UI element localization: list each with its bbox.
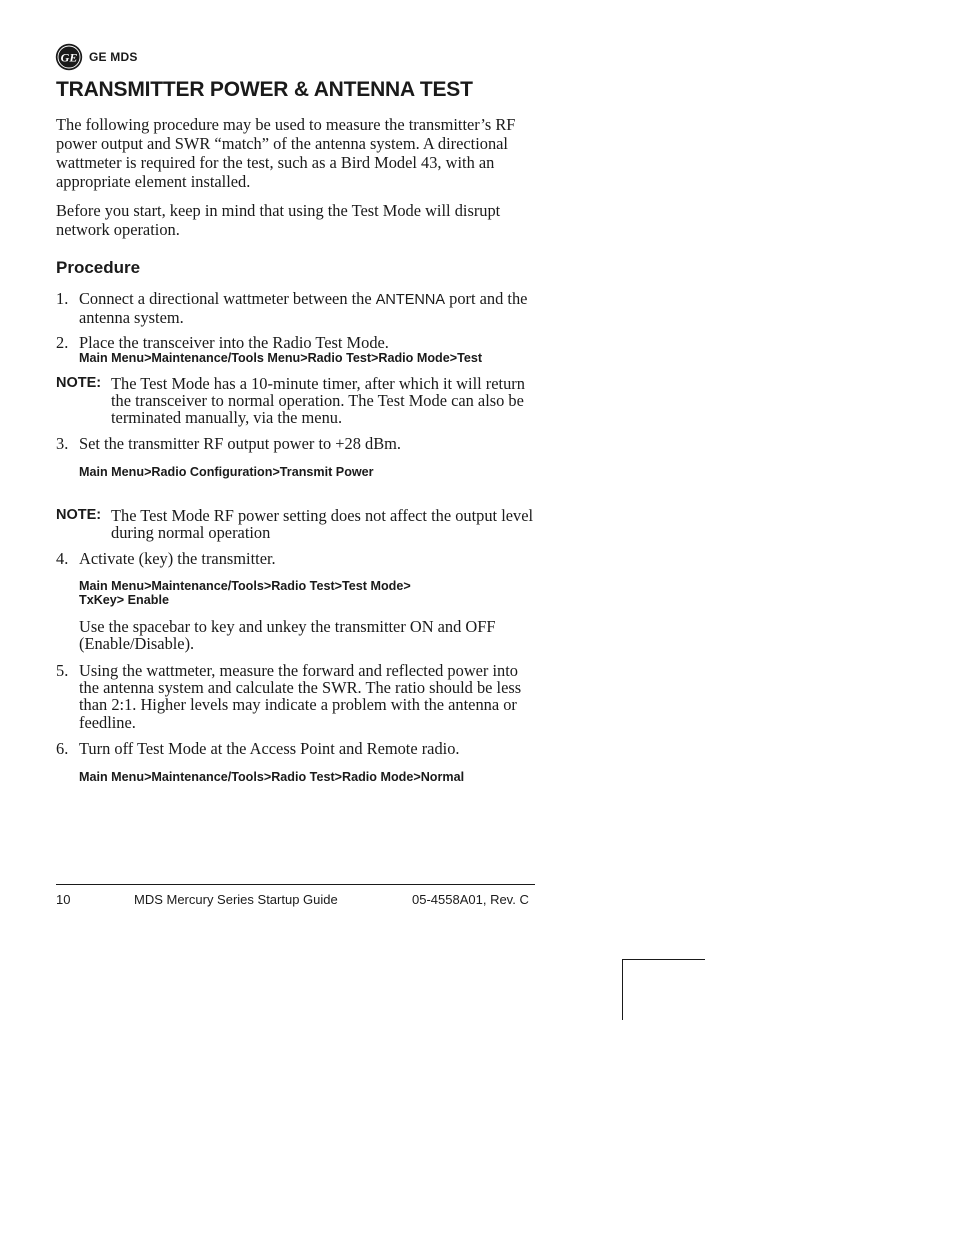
note-rf-power-setting bbox=[56, 507, 536, 541]
step-4 bbox=[56, 550, 536, 567]
menu-path-transmit-power: Main Menu>Radio Configuration>Transmit Power bbox=[79, 465, 374, 479]
step-3 bbox=[56, 435, 536, 452]
procedure-heading: Procedure bbox=[56, 258, 141, 277]
step-number: 3. bbox=[56, 434, 69, 453]
menu-path-test-mode-txkey bbox=[79, 579, 539, 607]
step-text: Using the wattmeter, measure the forward and reflected power into the antenna system and calculate the SWR. The ratio should be less than 2:1. Higher levels may indicate a problem with the antenna or feedline. bbox=[79, 661, 522, 732]
menu-path-radio-mode-normal: Main Menu>Maintenance/Tools>Radio Test>Radio Mode>Normal bbox=[79, 770, 465, 784]
document-number: 05-4558A01, Rev. C bbox=[412, 892, 529, 907]
menu-path-line-1: Main Menu>Maintenance/Tools>Radio Test>Test Mode> bbox=[79, 579, 411, 593]
note-text: The Test Mode RF power setting does not affect the output level during normal operation bbox=[111, 506, 534, 543]
step-text: Turn off Test Mode at the Access Point and Remote radio. bbox=[79, 739, 460, 758]
crop-mark-horizontal bbox=[622, 959, 705, 960]
step-text: Place the transceiver into the Radio Test Mode. bbox=[79, 333, 389, 352]
step-2 bbox=[56, 334, 536, 351]
note-label: NOTE: bbox=[56, 507, 102, 523]
step-text-after: port and the antenna system. bbox=[79, 289, 528, 328]
step-number: 1. bbox=[56, 289, 69, 308]
ge-mds-logo bbox=[55, 43, 138, 71]
step-6 bbox=[56, 740, 536, 757]
step-5 bbox=[56, 662, 536, 731]
step-4-spacebar-note: Use the spacebar to key and unkey the transmitter ON and OFF (Enable/Disable). bbox=[79, 617, 496, 654]
guide-title: MDS Mercury Series Startup Guide bbox=[134, 892, 338, 907]
note-test-mode-timer bbox=[56, 375, 536, 427]
step-text bbox=[79, 290, 536, 326]
intro-paragraph-2: Before you start, keep in mind that using the Test Mode will disrupt network operation. bbox=[56, 201, 501, 239]
step-text: Set the transmitter RF output power to +28 dBm. bbox=[79, 434, 402, 453]
step-1 bbox=[56, 290, 536, 326]
crop-mark-vertical bbox=[622, 959, 623, 1020]
step-text-before: Connect a directional wattmeter between the bbox=[79, 289, 376, 308]
menu-path-line-2: TxKey> Enable bbox=[79, 593, 169, 607]
page-number: 10 bbox=[56, 892, 71, 907]
step-text: Activate (key) the transmitter. bbox=[79, 549, 276, 568]
page-title: TRANSMITTER POWER & ANTENNA TEST bbox=[56, 78, 473, 101]
step-number: 2. bbox=[56, 333, 69, 352]
ge-monogram-icon bbox=[55, 43, 83, 71]
step-number: 5. bbox=[56, 661, 69, 680]
ge-monogram-letters: GE bbox=[60, 50, 78, 65]
intro-paragraph-1: The following procedure may be used to measure the transmitter’s RF power output and SWR “match” of the antenna system. A directional wattmeter is required for the test, such as a Bird Model 43, with an appropriate element installed. bbox=[56, 115, 516, 191]
note-label: NOTE: bbox=[56, 375, 102, 391]
note-text: The Test Mode has a 10-minute timer, after which it will return the transceiver to normal operation. The Test Mode can also be terminated manually, via the menu. bbox=[111, 374, 525, 428]
step-number: 4. bbox=[56, 549, 69, 568]
menu-path-radio-mode-test: Main Menu>Maintenance/Tools Menu>Radio Test>Radio Mode>Test bbox=[79, 351, 483, 365]
footer-divider bbox=[56, 884, 535, 885]
step-number: 6. bbox=[56, 739, 69, 758]
antenna-port-label: ANTENNA bbox=[375, 292, 446, 308]
logo-text: GE MDS bbox=[89, 50, 138, 64]
